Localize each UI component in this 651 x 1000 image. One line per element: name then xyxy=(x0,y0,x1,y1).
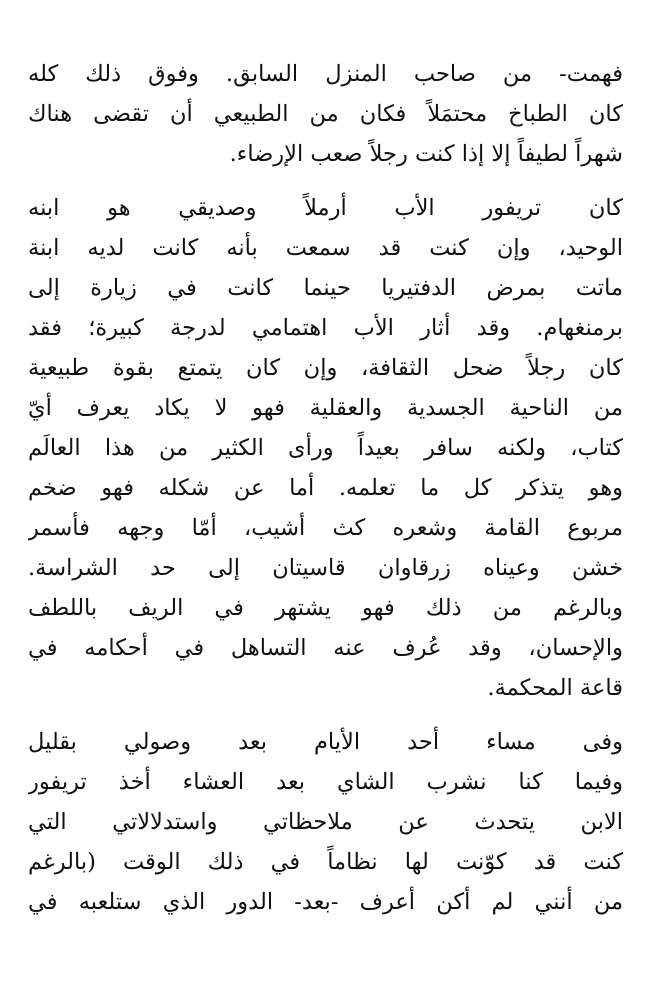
text-line: كان رجلاً ضحل الثقافة، وإن كان يتمتع بقوة طبيعية xyxy=(28,355,623,381)
text-line: شهراً لطيفاً إلا إذا كنت رجلاً صعب الإرضاء. xyxy=(229,141,623,167)
text-line: برمنغهام. وقد أثار الأب اهتمامي لدرجة كبيرة؛ فقد xyxy=(28,315,623,341)
text-line: وفيما كنا نشرب الشاي بعد العشاء أخذ تريفور xyxy=(28,769,623,795)
text-line: كتاب، ولكنه سافر بعيداً ورأى الكثير من هذا العالَم xyxy=(28,435,623,461)
text-line: خشن وعيناه زرقاوان قاسيتان إلى حد الشراسة. xyxy=(28,555,623,581)
text-line: قاعة المحكمة. xyxy=(487,675,623,701)
text-line: وفى مساء أحد الأيام بعد وصولي بقليل xyxy=(28,729,623,755)
text-line: كان الطباخ محتمَلاً فكان من الطبيعي أن تقضى هناك xyxy=(28,101,623,127)
text-line: والإحسان، وقد عُرف عنه التساهل في أحكامه في xyxy=(28,635,623,661)
text-line: الابن يتحدث عن ملاحظاتي واستدلالاتي التي xyxy=(28,809,623,835)
paragraph-2 xyxy=(28,188,623,708)
paragraph-3 xyxy=(28,722,623,922)
text-line: وبالرغم من ذلك فهو يشتهر في الريف باللطف xyxy=(28,595,623,621)
text-line: وهو يتذكر كل ما تعلمه. أما عن شكله فهو ضخم xyxy=(28,475,623,501)
text-line: من الناحية الجسدية والعقلية فهو لا يكاد يعرف أيّ xyxy=(28,395,623,421)
text-line: كان تريفور الأب أرملاً وصديقي هو ابنه xyxy=(28,195,623,221)
paragraph-1 xyxy=(28,54,623,174)
text-line: كنت قد كوّنت لها نظاماً في ذلك الوقت (بالرغم xyxy=(28,849,623,875)
page-text xyxy=(28,54,623,922)
text-line: مربوع القامة وشعره كث أشيب، أمّا وجهه فأسمر xyxy=(28,515,623,541)
text-line: الوحيد، وإن كنت قد سمعت بأنه كانت لديه ابنة xyxy=(28,235,623,261)
text-line: من أنني لم أكن أعرف -بعد- الدور الذي ستلعبه في xyxy=(28,889,623,915)
text-line: ماتت بمرض الدفتيريا حينما كانت في زيارة إلى xyxy=(28,275,623,301)
text-line: فهمت- من صاحب المنزل السابق. وفوق ذلك كله xyxy=(28,61,623,87)
